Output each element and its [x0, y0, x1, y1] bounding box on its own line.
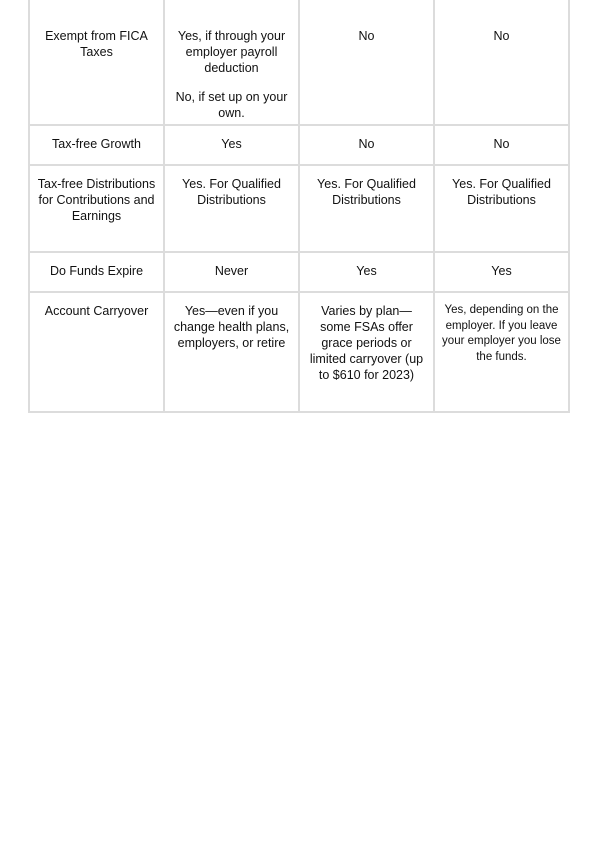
value-cell: No — [434, 0, 569, 125]
table-row-carryover — [29, 292, 569, 412]
value-cell: Yes. For Qualified Distributions — [164, 165, 299, 252]
value-cell: Yes—even if you change health plans, employers, or retire — [164, 292, 299, 412]
value-cell: Yes. For Qualified Distributions — [434, 165, 569, 252]
value-cell: Yes. For Qualified Distributions — [299, 165, 434, 252]
value-cell: No — [299, 125, 434, 165]
table-row-fica — [29, 0, 569, 125]
comparison-table — [28, 0, 570, 413]
value-cell: Yes — [434, 252, 569, 292]
table-row-distributions — [29, 165, 569, 252]
value-cell — [164, 0, 299, 125]
feature-cell: Tax-free Distributions for Contributions and Earnings — [29, 165, 164, 252]
value-cell: No — [299, 0, 434, 125]
value-cell: No — [434, 125, 569, 165]
table-row-growth — [29, 125, 569, 165]
value-paragraph: Yes, if through your employer payroll deduction — [177, 29, 286, 75]
feature-cell: Do Funds Expire — [29, 252, 164, 292]
value-cell: Yes — [164, 125, 299, 165]
value-cell: Varies by plan—some FSAs offer grace periods or limited carryover (up to $610 for 2023) — [299, 292, 434, 412]
value-cell: Yes, depending on the employer. If you leave your employer you lose the funds. — [434, 292, 569, 412]
comparison-table-container — [28, 0, 568, 413]
value-cell: Never — [164, 252, 299, 292]
feature-cell: Tax-free Growth — [29, 125, 164, 165]
feature-cell: Account Carryover — [29, 292, 164, 412]
feature-cell: Exempt from FICA Taxes — [29, 0, 164, 125]
table-row-expire — [29, 252, 569, 292]
value-cell: Yes — [299, 252, 434, 292]
value-paragraph: No, if set up on your own. — [175, 90, 288, 120]
